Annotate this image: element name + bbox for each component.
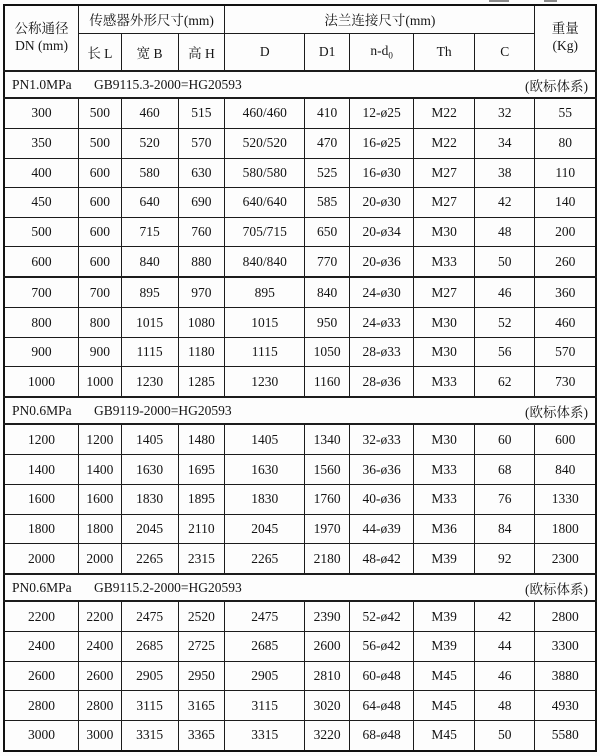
cell-width-b: 2475	[121, 601, 178, 631]
cell-height-h: 2520	[178, 601, 225, 631]
cell-dn: 2400	[4, 632, 79, 662]
cell-width-b: 2045	[121, 514, 178, 544]
table-row	[4, 98, 596, 128]
cell-length-l: 1600	[79, 485, 122, 515]
cell-th: M39	[414, 544, 475, 574]
cell-dn: 300	[4, 98, 79, 128]
cell-c: 46	[475, 277, 535, 307]
table-header	[4, 5, 596, 71]
section-header-cell	[4, 71, 596, 98]
cell-d1: 2390	[305, 601, 350, 631]
table-row	[4, 217, 596, 247]
cell-length-l: 600	[79, 247, 122, 277]
cell-height-h: 760	[178, 217, 225, 247]
table-row	[4, 661, 596, 691]
section-header-row	[4, 71, 596, 98]
cell-length-l: 600	[79, 188, 122, 218]
cell-n-d0: 28-ø36	[350, 367, 414, 397]
cell-weight: 1330	[535, 485, 596, 515]
cell-dn: 1000	[4, 367, 79, 397]
table-body	[4, 71, 596, 751]
cell-d: 580/580	[225, 158, 305, 188]
cell-width-b: 1405	[121, 424, 178, 454]
section-header-cell	[4, 574, 596, 601]
table-row	[4, 691, 596, 721]
cell-weight: 200	[535, 217, 596, 247]
cell-width-b: 3115	[121, 691, 178, 721]
cell-d1: 585	[305, 188, 350, 218]
cell-width-b: 640	[121, 188, 178, 218]
cell-th: M33	[414, 367, 475, 397]
section-header-row	[4, 574, 596, 601]
cell-d1: 1760	[305, 485, 350, 515]
cell-dn: 350	[4, 128, 79, 158]
section-standard: GB9115.3-2000=HG20593	[94, 76, 242, 92]
cell-length-l: 600	[79, 158, 122, 188]
cell-dn: 2800	[4, 691, 79, 721]
cell-d1: 950	[305, 308, 350, 338]
cell-length-l: 600	[79, 217, 122, 247]
dimension-spec-table	[3, 4, 597, 752]
cell-th: M22	[414, 98, 475, 128]
cell-d1: 2600	[305, 632, 350, 662]
cell-height-h: 690	[178, 188, 225, 218]
cell-height-h: 970	[178, 277, 225, 307]
cell-width-b: 1230	[121, 367, 178, 397]
cell-c: 50	[475, 720, 535, 751]
cell-th: M30	[414, 308, 475, 338]
cell-width-b: 1830	[121, 485, 178, 515]
cell-d: 2265	[225, 544, 305, 574]
cell-n-d0: 52-ø42	[350, 601, 414, 631]
cell-weight: 140	[535, 188, 596, 218]
table-row	[4, 514, 596, 544]
cell-th: M39	[414, 632, 475, 662]
cell-th: M45	[414, 720, 475, 751]
cell-c: 48	[475, 217, 535, 247]
cell-d: 640/640	[225, 188, 305, 218]
cell-d1: 1340	[305, 424, 350, 454]
cell-length-l: 2800	[79, 691, 122, 721]
cell-d: 1830	[225, 485, 305, 515]
cell-length-l: 2600	[79, 661, 122, 691]
cell-n-d0: 16-ø30	[350, 158, 414, 188]
col-header-th: Th	[414, 33, 475, 71]
cell-th: M30	[414, 424, 475, 454]
cell-th: M27	[414, 188, 475, 218]
cell-height-h: 570	[178, 128, 225, 158]
section-system: (欧标体系)	[525, 581, 588, 597]
cell-height-h: 3165	[178, 691, 225, 721]
cell-dn: 1400	[4, 455, 79, 485]
cell-width-b: 520	[121, 128, 178, 158]
cell-c: 62	[475, 367, 535, 397]
cell-dn: 700	[4, 277, 79, 307]
cell-d: 2685	[225, 632, 305, 662]
cell-weight: 600	[535, 424, 596, 454]
cell-d1: 650	[305, 217, 350, 247]
section-standard: GB9115.2-2000=HG20593	[94, 579, 242, 595]
cell-dn: 900	[4, 337, 79, 367]
cell-width-b: 895	[121, 277, 178, 307]
cell-d1: 1160	[305, 367, 350, 397]
table-row	[4, 485, 596, 515]
cell-d1: 3020	[305, 691, 350, 721]
cell-c: 52	[475, 308, 535, 338]
cell-width-b: 2685	[121, 632, 178, 662]
table-row	[4, 128, 596, 158]
cell-length-l: 500	[79, 128, 122, 158]
cell-dn: 2600	[4, 661, 79, 691]
cell-height-h: 2950	[178, 661, 225, 691]
table-row	[4, 601, 596, 631]
cell-weight: 2300	[535, 544, 596, 574]
cropped-text-artifact	[489, 0, 509, 2]
cell-d1: 1970	[305, 514, 350, 544]
section-pressure-rating: PN0.6MPa	[12, 402, 72, 418]
dn-subtitle: DN (mm)	[15, 38, 68, 53]
cell-height-h: 1080	[178, 308, 225, 338]
cell-d1: 410	[305, 98, 350, 128]
cell-width-b: 1630	[121, 455, 178, 485]
cell-d: 1015	[225, 308, 305, 338]
cell-dn: 1600	[4, 485, 79, 515]
col-group-sensor-dimensions: 传感器外形尺寸(mm)	[79, 5, 225, 33]
cell-weight: 360	[535, 277, 596, 307]
cell-width-b: 2265	[121, 544, 178, 574]
cell-n-d0: 36-ø36	[350, 455, 414, 485]
section-header-cell	[4, 397, 596, 424]
cell-d1: 2180	[305, 544, 350, 574]
cell-n-d0: 20-ø34	[350, 217, 414, 247]
col-header-width: 宽 B	[121, 33, 178, 71]
cell-length-l: 700	[79, 277, 122, 307]
col-header-d1: D1	[305, 33, 350, 71]
cell-d: 2905	[225, 661, 305, 691]
cell-n-d0: 12-ø25	[350, 98, 414, 128]
cell-height-h: 1695	[178, 455, 225, 485]
cell-weight: 1800	[535, 514, 596, 544]
cell-c: 56	[475, 337, 535, 367]
cell-c: 34	[475, 128, 535, 158]
section-pressure-rating: PN1.0MPa	[12, 76, 72, 92]
cell-d: 460/460	[225, 98, 305, 128]
cell-dn: 500	[4, 217, 79, 247]
cell-c: 42	[475, 601, 535, 631]
cell-th: M27	[414, 277, 475, 307]
cell-c: 60	[475, 424, 535, 454]
cell-n-d0: 64-ø48	[350, 691, 414, 721]
n-d0-sub: 0	[388, 50, 393, 61]
cell-length-l: 900	[79, 337, 122, 367]
cell-height-h: 515	[178, 98, 225, 128]
table-row	[4, 158, 596, 188]
cell-n-d0: 68-ø48	[350, 720, 414, 751]
cell-dn: 2000	[4, 544, 79, 574]
cell-height-h: 1480	[178, 424, 225, 454]
cell-d1: 1560	[305, 455, 350, 485]
cell-weight: 3880	[535, 661, 596, 691]
cell-dn: 1800	[4, 514, 79, 544]
cell-weight: 570	[535, 337, 596, 367]
col-header-n-d0	[350, 33, 414, 71]
weight-subtitle: (Kg)	[552, 38, 578, 53]
dn-title: 公称通径	[14, 21, 69, 37]
cell-width-b: 1015	[121, 308, 178, 338]
cell-d: 1405	[225, 424, 305, 454]
cell-weight: 4930	[535, 691, 596, 721]
cell-n-d0: 44-ø39	[350, 514, 414, 544]
cell-width-b: 715	[121, 217, 178, 247]
cell-length-l: 2200	[79, 601, 122, 631]
cell-n-d0: 40-ø36	[350, 485, 414, 515]
cell-d: 2045	[225, 514, 305, 544]
cell-weight: 3300	[535, 632, 596, 662]
cell-th: M33	[414, 455, 475, 485]
cell-weight: 260	[535, 247, 596, 277]
section-system: (欧标体系)	[525, 78, 588, 94]
cell-d: 840/840	[225, 247, 305, 277]
cell-length-l: 1000	[79, 367, 122, 397]
cell-d1: 3220	[305, 720, 350, 751]
section-standard: GB9119-2000=HG20593	[94, 402, 232, 418]
cell-th: M45	[414, 661, 475, 691]
cell-th: M33	[414, 485, 475, 515]
cell-n-d0: 56-ø42	[350, 632, 414, 662]
cell-th: M30	[414, 337, 475, 367]
cell-n-d0: 20-ø30	[350, 188, 414, 218]
cell-weight: 80	[535, 128, 596, 158]
cell-width-b: 1115	[121, 337, 178, 367]
col-header-weight	[535, 5, 596, 71]
cell-weight: 5580	[535, 720, 596, 751]
cell-d: 520/520	[225, 128, 305, 158]
cell-weight: 840	[535, 455, 596, 485]
cell-width-b: 840	[121, 247, 178, 277]
cell-d1: 1050	[305, 337, 350, 367]
cell-weight: 730	[535, 367, 596, 397]
cell-dn: 800	[4, 308, 79, 338]
table-row	[4, 247, 596, 277]
cell-length-l: 2000	[79, 544, 122, 574]
cell-th: M39	[414, 601, 475, 631]
cell-d: 705/715	[225, 217, 305, 247]
cell-d: 3315	[225, 720, 305, 751]
table-row	[4, 277, 596, 307]
cell-length-l: 1400	[79, 455, 122, 485]
cell-d: 1115	[225, 337, 305, 367]
cell-height-h: 1285	[178, 367, 225, 397]
cell-dn: 450	[4, 188, 79, 218]
cell-length-l: 800	[79, 308, 122, 338]
cell-th: M33	[414, 247, 475, 277]
cell-height-h: 2110	[178, 514, 225, 544]
header-sub-row	[4, 33, 596, 71]
cell-d1: 525	[305, 158, 350, 188]
cell-c: 46	[475, 661, 535, 691]
cell-c: 84	[475, 514, 535, 544]
section-system: (欧标体系)	[525, 404, 588, 420]
cell-dn: 400	[4, 158, 79, 188]
cell-n-d0: 60-ø48	[350, 661, 414, 691]
table-row	[4, 367, 596, 397]
col-header-height: 高 H	[178, 33, 225, 71]
cell-dn: 3000	[4, 720, 79, 751]
cell-c: 68	[475, 455, 535, 485]
cell-height-h: 880	[178, 247, 225, 277]
col-header-d: D	[225, 33, 305, 71]
section-header-row	[4, 397, 596, 424]
cell-c: 42	[475, 188, 535, 218]
cell-c: 76	[475, 485, 535, 515]
cell-c: 32	[475, 98, 535, 128]
cropped-text-artifact	[544, 0, 557, 2]
cell-d1: 770	[305, 247, 350, 277]
col-header-dn	[4, 5, 79, 71]
table-row	[4, 308, 596, 338]
cell-height-h: 2725	[178, 632, 225, 662]
col-header-c: C	[475, 33, 535, 71]
cell-length-l: 500	[79, 98, 122, 128]
cell-d1: 840	[305, 277, 350, 307]
cell-n-d0: 48-ø42	[350, 544, 414, 574]
cell-d1: 2810	[305, 661, 350, 691]
cell-dn: 1200	[4, 424, 79, 454]
cell-height-h: 1180	[178, 337, 225, 367]
n-d0-main: n-d	[370, 42, 389, 58]
table-row	[4, 424, 596, 454]
cell-d: 895	[225, 277, 305, 307]
cell-width-b: 460	[121, 98, 178, 128]
cell-n-d0: 20-ø36	[350, 247, 414, 277]
cell-width-b: 3315	[121, 720, 178, 751]
cell-d: 3115	[225, 691, 305, 721]
cell-c: 48	[475, 691, 535, 721]
cell-c: 92	[475, 544, 535, 574]
cell-th: M30	[414, 217, 475, 247]
cell-d: 1230	[225, 367, 305, 397]
cell-height-h: 3365	[178, 720, 225, 751]
cell-height-h: 630	[178, 158, 225, 188]
cell-c: 38	[475, 158, 535, 188]
cell-height-h: 1895	[178, 485, 225, 515]
section-pressure-rating: PN0.6MPa	[12, 579, 72, 595]
cell-length-l: 1200	[79, 424, 122, 454]
cell-weight: 55	[535, 98, 596, 128]
cell-length-l: 2400	[79, 632, 122, 662]
table-row	[4, 720, 596, 751]
cell-weight: 110	[535, 158, 596, 188]
cell-n-d0: 24-ø33	[350, 308, 414, 338]
cell-th: M45	[414, 691, 475, 721]
cell-th: M36	[414, 514, 475, 544]
cell-n-d0: 28-ø33	[350, 337, 414, 367]
cell-n-d0: 24-ø30	[350, 277, 414, 307]
header-group-row	[4, 5, 596, 33]
table-row	[4, 337, 596, 367]
cell-weight: 2800	[535, 601, 596, 631]
cell-width-b: 2905	[121, 661, 178, 691]
cell-dn: 600	[4, 247, 79, 277]
cell-d1: 470	[305, 128, 350, 158]
cell-th: M22	[414, 128, 475, 158]
cell-length-l: 1800	[79, 514, 122, 544]
weight-title: 重量	[551, 21, 579, 37]
cell-weight: 460	[535, 308, 596, 338]
cell-n-d0: 32-ø33	[350, 424, 414, 454]
cell-c: 50	[475, 247, 535, 277]
col-group-flange-dimensions: 法兰连接尺寸(mm)	[225, 5, 535, 33]
cell-dn: 2200	[4, 601, 79, 631]
cell-c: 44	[475, 632, 535, 662]
cell-height-h: 2315	[178, 544, 225, 574]
table-row	[4, 632, 596, 662]
cell-n-d0: 16-ø25	[350, 128, 414, 158]
cell-d: 2475	[225, 601, 305, 631]
cell-th: M27	[414, 158, 475, 188]
cell-d: 1630	[225, 455, 305, 485]
table-row	[4, 544, 596, 574]
table-row	[4, 188, 596, 218]
cell-width-b: 580	[121, 158, 178, 188]
table-row	[4, 455, 596, 485]
cell-length-l: 3000	[79, 720, 122, 751]
col-header-length: 长 L	[79, 33, 122, 71]
